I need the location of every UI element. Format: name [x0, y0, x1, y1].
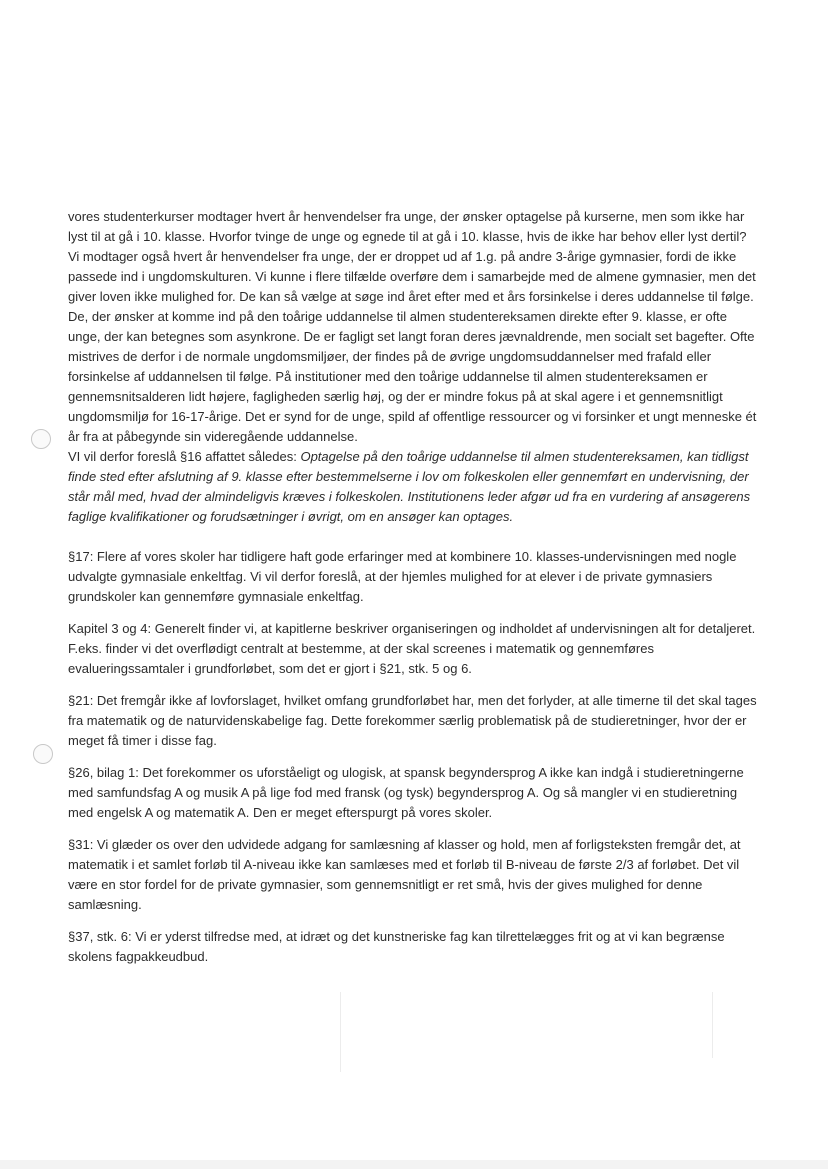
paragraph-section-21: §21: Det fremgår ikke af lovforslaget, hvilket omfang grundforløbet har, men det forlyder, at alle timerne til det skal tages fra matematik og de naturvidenskabelige fag. Dette forekommer særlig problematisk på de studieretninger, hvor der er meget få timer i disse fag.	[68, 693, 757, 748]
paragraph-section-37: §37, stk. 6: Vi er yderst tilfredse med, at idræt og det kunstneriske fag kan tilrettelægges frit og at vi kan begrænse skolens fagpakkeudbud.	[68, 929, 725, 964]
paragraph-intro: vores studenterkurser modtager hvert år henvendelser fra unge, der ønsker optagelse på kurserne, men som ikke har lyst til at gå i 10. klasse. Hvorfor tvinge de unge og egnede til at gå i 10. klasse, hvis de ikke har behov eller lyst dertil? Vi modtager også hvert år henvendelser fra unge, der er droppet ud af 1.g. på andre 3-årige gymnasier, fordi de ikke passede ind i ungdomskulturen. Vi kunne i flere tilfælde overføre dem i samarbejde med de almene gymnasier, men det giver loven ikke mulighed for. De kan så vælge at søge ind året efter med et års forsinkelse i deres uddannelse til følge. De, der ønsker at komme ind på den toårige uddannelse til almen studentereksamen direkte efter 9. klasse, er ofte unge, der kan betegnes som asynkrone. De er fagligt set langt foran deres jævnaldrende, men socialt set bagefter. Ofte mistrives de derfor i de normale ungdomsmiljøer, der findes på de øvrige ungdomsuddannelser med frafald eller forsinkelse af uddannelsen til følge. På institutioner med den toårige uddannelse til almen studentereksamen er gennemsnitsalderen lidt højere, fagligheden særlig høj, og der er mindre fokus på at skal agere i et gennemsnitligt ungdomsmiljø for 16-17-årige. Det er synd for de unge, spild af offentlige ressourcer og vi forsinker et ungt menneske ét år fra at påbegynde sin videregående uddannelse.	[68, 209, 757, 444]
punch-hole-icon	[31, 429, 51, 449]
scan-artifact-line	[712, 992, 713, 1058]
paragraph-chapter-3-4: Kapitel 3 og 4: Generelt finder vi, at kapitlerne beskriver organiseringen og indholdet af undervisningen alt for detaljeret. F.eks. finder vi det overflødigt centralt at bestemme, at der skal screenes i matematik og gennemføres evalueringssamtaler i grundforløbet, som det er gjort i §21, stk. 5 og 6.	[68, 621, 756, 676]
punch-hole-icon	[33, 744, 53, 764]
paragraph-proposal-16	[68, 447, 760, 527]
proposal-text: Optagelse på den toårige uddannelse til almen studentereksamen, kan tidligst finde sted efter afslutning af 9. klasse efter bestemmelserne i lov om folkeskolen eller gennemført en undervisning, der står mål med, hvad der almindeligvis kræves i folkeskolen. Institutionens leder afgør ud fra en vurdering af ansøgerens faglige kvalifikationer og forudsætninger i øvrigt, om en ansøger kan optages.	[68, 449, 751, 524]
document-body	[68, 207, 760, 979]
paragraph-section-26: §26, bilag 1: Det forekommer os uforståeligt og ulogisk, at spansk begyndersprog A ikke kan indgå i studieretningerne med samfundsfag A og musik A på lige fod med fransk (og tysk) begyndersprog A. Og så mangler vi en studieretning med engelsk A og matematik A. Den er meget efterspurgt på vores skoler.	[68, 765, 744, 820]
proposal-lead: VI vil derfor foreslå §16 affattet således:	[68, 449, 301, 464]
page-bottom-edge	[0, 1160, 828, 1169]
paragraph-section-17: §17: Flere af vores skoler har tidligere haft gode erfaringer med at kombinere 10. klasses-undervisningen med nogle udvalgte gymnasiale enkeltfag. Vi vil derfor foreslå, at der hjemles mulighed for at elever i de private gymnasiers grundskoler kan gennemføre gymnasiale enkeltfag.	[68, 549, 737, 604]
scan-artifact-line	[340, 992, 341, 1072]
paragraph-section-31: §31: Vi glæder os over den udvidede adgang for samlæsning af klasser og hold, men af forligsteksten fremgår det, at matematik i et samlet forløb til A-niveau ikke kan samlæses med et forløb til B-niveau de første 2/3 af forløbet. Det vil være en stor fordel for de private gymnasier, som gennemsnitligt er ret små, hvis der gives mulighed for denne samlæsning.	[68, 837, 741, 912]
